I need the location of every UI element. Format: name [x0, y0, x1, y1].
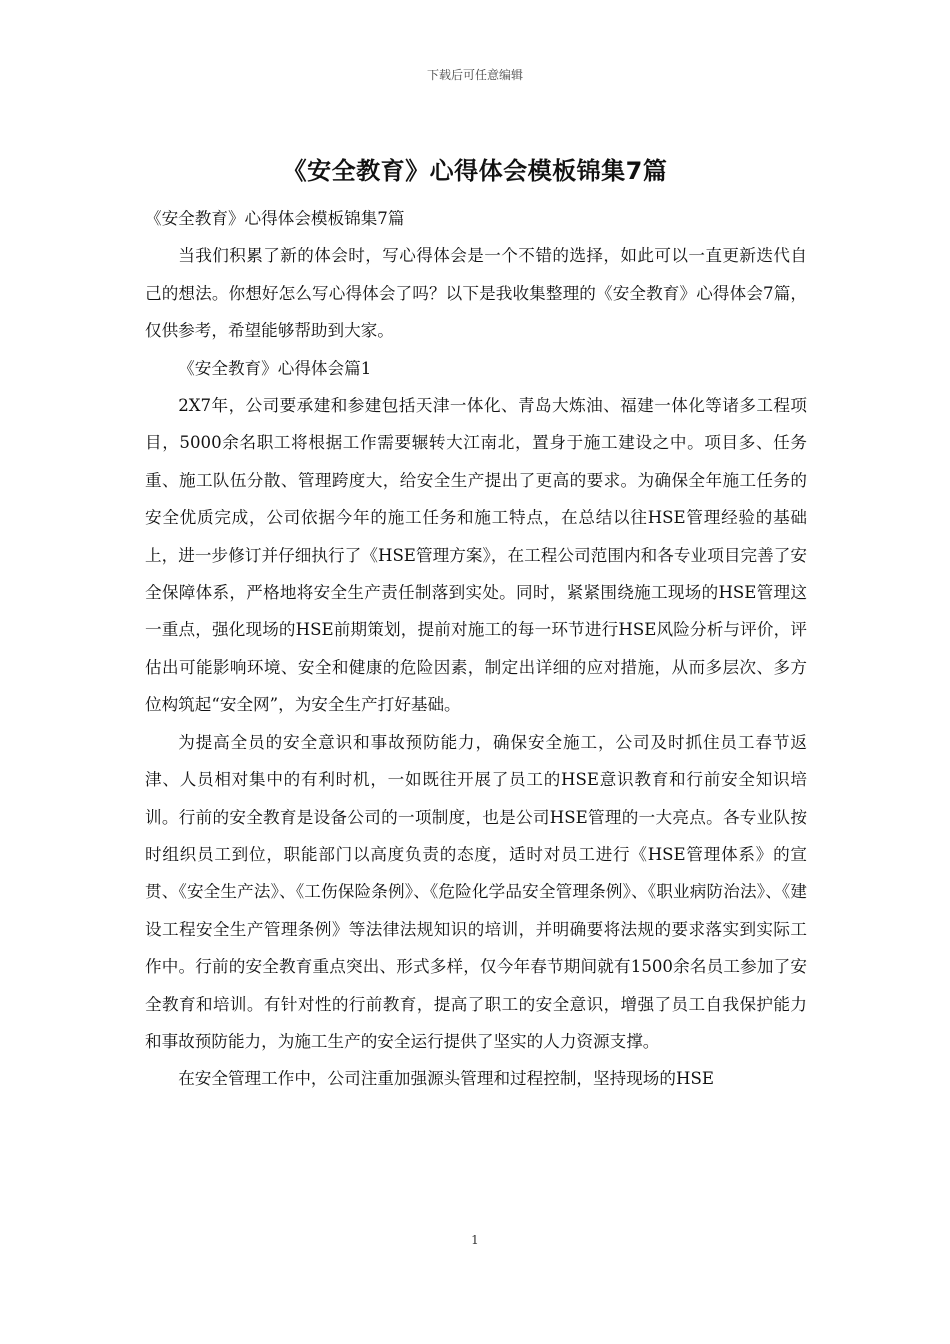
body-paragraph: 2X7年，公司要承建和参建包括天津一体化、青岛大炼油、福建一体化等诸多工程项目，5000余名职工将根据工作需要辗转大江南北，置身于施工建设之中。项目多、任务重、施工队伍分散、管理跨度大，给安全生产提出了更高的要求。为确保全年施工任务的安全优质完成，公司依据今年的施工任务和施工特点，在总结以往HSE管理经验的基础上，进一步修订并仔细执行了《HSE管理方案》，在工程公司范围内和各专业项目完善了安全保障体系，严格地将安全生产责任制落到实处。同时，紧紧围绕施工现场的HSE管理这一重点，强化现场的HSE前期策划，提前对施工的每一环节进行HSE风险分析与评价，评估出可能影响环境、安全和健康的危险因素，制定出详细的应对措施，从而多层次、多方位构筑起“安全网”，为安全生产打好基础。 [145, 396, 807, 715]
intro-paragraph: 当我们积累了新的体会时，写心得体会是一个不错的选择，如此可以一直更新迭代自己的想法。你想好怎么写心得体会了吗？以下是我收集整理的《安全教育》心得体会7篇，仅供参考，希望能够帮助到大家。 [145, 246, 807, 341]
body-paragraph: 为提高全员的安全意识和事故预防能力，确保安全施工，公司及时抓住员工春节返津、人员相对集中的有利时机，一如既往开展了员工的HSE意识教育和行前安全知识培训。行前的安全教育是设备公司的一项制度，也是公司HSE管理的一大亮点。各专业队按时组织员工到位，职能部门以高度负责的态度，适时对员工进行《HSE管理体系》的宣贯、《安全生产法》、《工伤保险条例》、《危险化学品安全管理条例》、《职业病防治法》、《建设工程安全生产管理条例》等法律法规知识的培训，并明确要将法规的要求落实到实际工作中。行前的安全教育重点突出、形式多样，仅今年春节期间就有1500余名员工参加了安全教育和培训。有针对性的行前教育，提高了职工的安全意识，增强了员工自我保护能力和事故预防能力，为施工生产的安全运行提供了坚实的人力资源支撑。 [145, 732, 807, 1051]
subtitle-paragraph: 《安全教育》心得体会模板锦集7篇 [145, 209, 405, 228]
document-title: 《安全教育》心得体会模板锦集7篇 [282, 157, 668, 185]
section-heading: 《安全教育》心得体会篇1 [178, 358, 372, 378]
body-paragraph: 在安全管理工作中，公司注重加强源头管理和过程控制，坚持现场的HSE [178, 1069, 714, 1089]
page-number: 1 [471, 1233, 479, 1247]
document-body [145, 200, 807, 1098]
page-header: 下载后可任意编辑 [426, 68, 523, 82]
